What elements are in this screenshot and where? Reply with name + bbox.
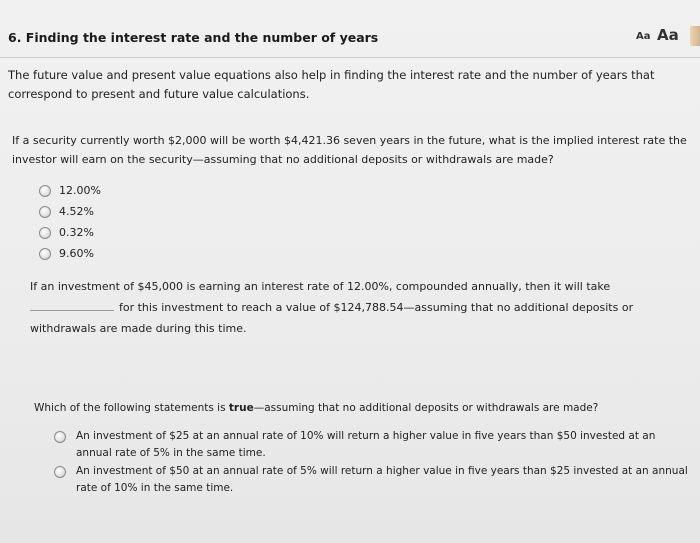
question-header xyxy=(0,18,700,52)
choice-label: 4.52% xyxy=(59,205,94,218)
divider xyxy=(0,57,700,58)
prompt-bold-text: true xyxy=(228,402,254,414)
question-1-prompt: If a security currently worth $2,000 will be worth $4,421.36 seven years in the future, what is the implied interest rate the investor will earn on the security—assuming that no additional deposits or withdrawals are made? xyxy=(12,134,687,166)
choice-label: An investment of $25 at an annual rate of 10% will return a higher value in five years than $50 invested at an annual rate of 5% in the same time. xyxy=(76,430,656,459)
question-3-choices xyxy=(54,428,694,498)
prompt-text: Which of the following statements is xyxy=(34,402,229,414)
question-title: 6. Finding the interest rate and the number of years xyxy=(8,30,379,45)
choice-label: An investment of $50 at an annual rate of 5% will return a higher value in five years than $25 invested at an annual rate of 10% in the same time. xyxy=(76,465,688,494)
font-decrease-button[interactable]: Aa xyxy=(636,31,651,42)
choice-label: 12.00% xyxy=(59,184,101,197)
question-3-prompt xyxy=(34,402,598,414)
prompt-text: —assuming that no additional deposits or withdrawals are made? xyxy=(253,402,599,414)
choice-option[interactable] xyxy=(39,243,101,264)
radio-button[interactable] xyxy=(39,227,51,239)
question-2 xyxy=(30,276,670,339)
answer-dropdown[interactable] xyxy=(30,298,114,311)
choice-option[interactable] xyxy=(39,180,101,201)
choice-option[interactable] xyxy=(39,222,101,243)
radio-button[interactable] xyxy=(54,431,66,443)
radio-button[interactable] xyxy=(54,466,66,478)
radio-button[interactable] xyxy=(39,185,51,197)
font-increase-button[interactable]: Aa xyxy=(657,26,679,44)
choice-label: 9.60% xyxy=(59,247,94,260)
question-2-suffix: for this investment to reach a value of $124,788.54—assuming that no additional deposits or withdrawals are made during this time. xyxy=(30,301,634,335)
choice-option[interactable] xyxy=(39,201,101,222)
radio-button[interactable] xyxy=(39,206,51,218)
choice-option[interactable] xyxy=(54,463,694,497)
question-1-choices xyxy=(39,180,101,264)
intro-text: The future value and present value equations also help in finding the interest rate and the number of years that correspond to present and future value calculations. xyxy=(8,68,655,101)
radio-button[interactable] xyxy=(39,248,51,260)
choice-option[interactable] xyxy=(54,428,694,462)
bookmark-icon[interactable] xyxy=(690,26,700,46)
question-2-prefix: If an investment of $45,000 is earning an interest rate of 12.00%, compounded annually, then it will take xyxy=(30,280,611,293)
choice-label: 0.32% xyxy=(59,226,94,239)
